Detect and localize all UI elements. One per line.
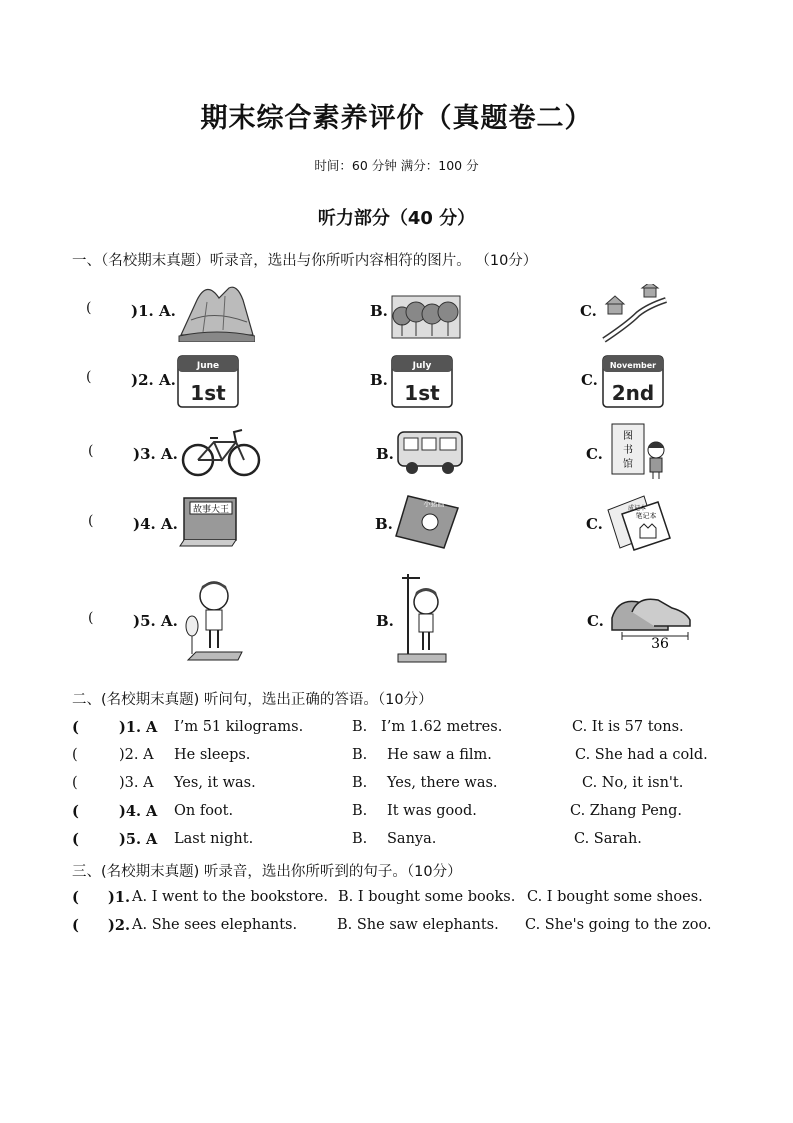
question-number: )4. A (119, 803, 158, 820)
calendar-day: 2nd (611, 381, 655, 405)
question-number: )1. (108, 889, 130, 906)
notebook-icon (604, 494, 672, 552)
q2-option-b: B. (370, 371, 388, 389)
q5-option-b: B. (376, 612, 394, 630)
forest-icon (390, 290, 462, 342)
library-sign: 图 (623, 431, 633, 442)
book-title: 故事大王 (192, 505, 230, 515)
option-c: C. She's going to the zoo. (525, 917, 712, 933)
book-title: 笔记本 (635, 512, 657, 520)
storybook-icon (178, 494, 242, 550)
answer-paren: ( (72, 831, 79, 848)
option-c: C. No, it isn't. (582, 775, 684, 791)
question-number: )2. A (119, 747, 154, 763)
answer-paren: ( (72, 775, 78, 791)
village-road-icon (598, 284, 670, 344)
shoe-size: 36 (651, 636, 669, 650)
option-b-label: B. (352, 803, 368, 819)
question-number: )3. A (119, 775, 154, 791)
answer-paren: ( (72, 747, 78, 763)
option-c: C. She had a cold. (575, 747, 708, 763)
answer-paren: ( (88, 443, 94, 459)
q1-option-c: C. (580, 302, 597, 320)
option-b-label: B. (352, 747, 368, 763)
option-b: Yes, there was. (387, 775, 498, 791)
mountain-icon (177, 280, 255, 342)
question-number: )5. A (119, 831, 158, 848)
bus-icon (396, 428, 464, 476)
girl-library-icon (608, 422, 674, 480)
q3-option-c: C. (586, 445, 603, 463)
option-b: B. She saw elephants. (337, 917, 499, 933)
svg-text:书: 书 (623, 445, 633, 456)
q4-option-c: C. (586, 515, 603, 533)
option-b: B. I bought some books. (338, 889, 516, 905)
option-b-label: B. (352, 775, 368, 791)
option-a: A. She sees elephants. (132, 917, 298, 933)
exam-info: 时间：60 分钟 满分：100 分 (314, 158, 479, 173)
svg-text:馆: 馆 (623, 459, 633, 470)
answer-paren: ( (72, 889, 79, 906)
calendar-icon (391, 352, 453, 408)
question-number: )1. A (119, 719, 158, 736)
option-a: Last night. (174, 831, 254, 847)
boy-height-icon (396, 572, 450, 666)
section2-heading: 二、(名校期末真题) 听问句，选出正确的答语。（10分） (72, 692, 433, 708)
option-b-label: B. (352, 719, 368, 735)
bicycle-icon (180, 426, 262, 478)
q3-label: )3. A. (133, 445, 178, 463)
q5-option-c: C. (587, 612, 604, 630)
option-b: I’m 1.62 metres. (381, 719, 503, 735)
answer-paren: ( (86, 369, 92, 385)
boy-scale-icon (180, 574, 246, 664)
answer-paren: ( (88, 513, 94, 529)
option-c: C. I bought some shoes. (527, 889, 703, 905)
option-c: C. Zhang Peng. (570, 803, 682, 819)
option-b: He saw a film. (387, 747, 492, 763)
book-title: 成记本 (628, 505, 647, 512)
calendar-month: June (196, 361, 220, 371)
option-a: He sleeps. (174, 747, 251, 763)
option-a: I’m 51 kilograms. (174, 719, 304, 735)
shoes-icon (608, 588, 692, 650)
option-a: Yes, it was. (174, 775, 256, 791)
q4-option-b: B. (375, 515, 393, 533)
answer-paren: ( (72, 719, 79, 736)
picture-book-icon (394, 494, 460, 550)
page-title: 期末综合素养评价（真题卷二） (200, 103, 593, 134)
q2-label: )2. A. (131, 371, 176, 389)
calendar-day: 1st (404, 381, 440, 405)
question-number: )2. (108, 917, 130, 934)
calendar-month: July (412, 361, 432, 371)
calendar-day: 1st (190, 381, 226, 405)
option-c: C. Sarah. (574, 831, 642, 847)
q5-label: )5. A. (133, 612, 178, 630)
answer-paren: ( (88, 610, 94, 626)
answer-paren: ( (72, 803, 79, 820)
option-b: It was good. (387, 803, 477, 819)
book-title: 小猪画 (423, 500, 445, 508)
q4-label: )4. A. (133, 515, 178, 533)
q1-label: )1. A. (131, 302, 176, 320)
option-b: Sanya. (387, 831, 437, 847)
q1-option-b: B. (370, 302, 388, 320)
q3-option-b: B. (376, 445, 394, 463)
section1-heading: 一、（名校期末真题）听录音，选出与你所听内容相符的图片。 （10分） (72, 253, 538, 269)
answer-paren: ( (86, 300, 92, 316)
calendar-month: November (609, 361, 657, 370)
option-a: A. I went to the bookstore. (132, 889, 328, 905)
answer-paren: ( (72, 917, 79, 934)
q2-option-c: C. (581, 371, 598, 389)
option-b-label: B. (352, 831, 368, 847)
option-a: On foot. (174, 803, 234, 819)
calendar-icon (602, 352, 664, 408)
part-heading: 听力部分（40 分） (317, 208, 476, 229)
section3-heading: 三、(名校期末真题) 听录音，选出你所听到的句子。（10分） (72, 864, 462, 880)
calendar-icon (177, 352, 239, 408)
option-c: C. It is 57 tons. (572, 719, 684, 735)
